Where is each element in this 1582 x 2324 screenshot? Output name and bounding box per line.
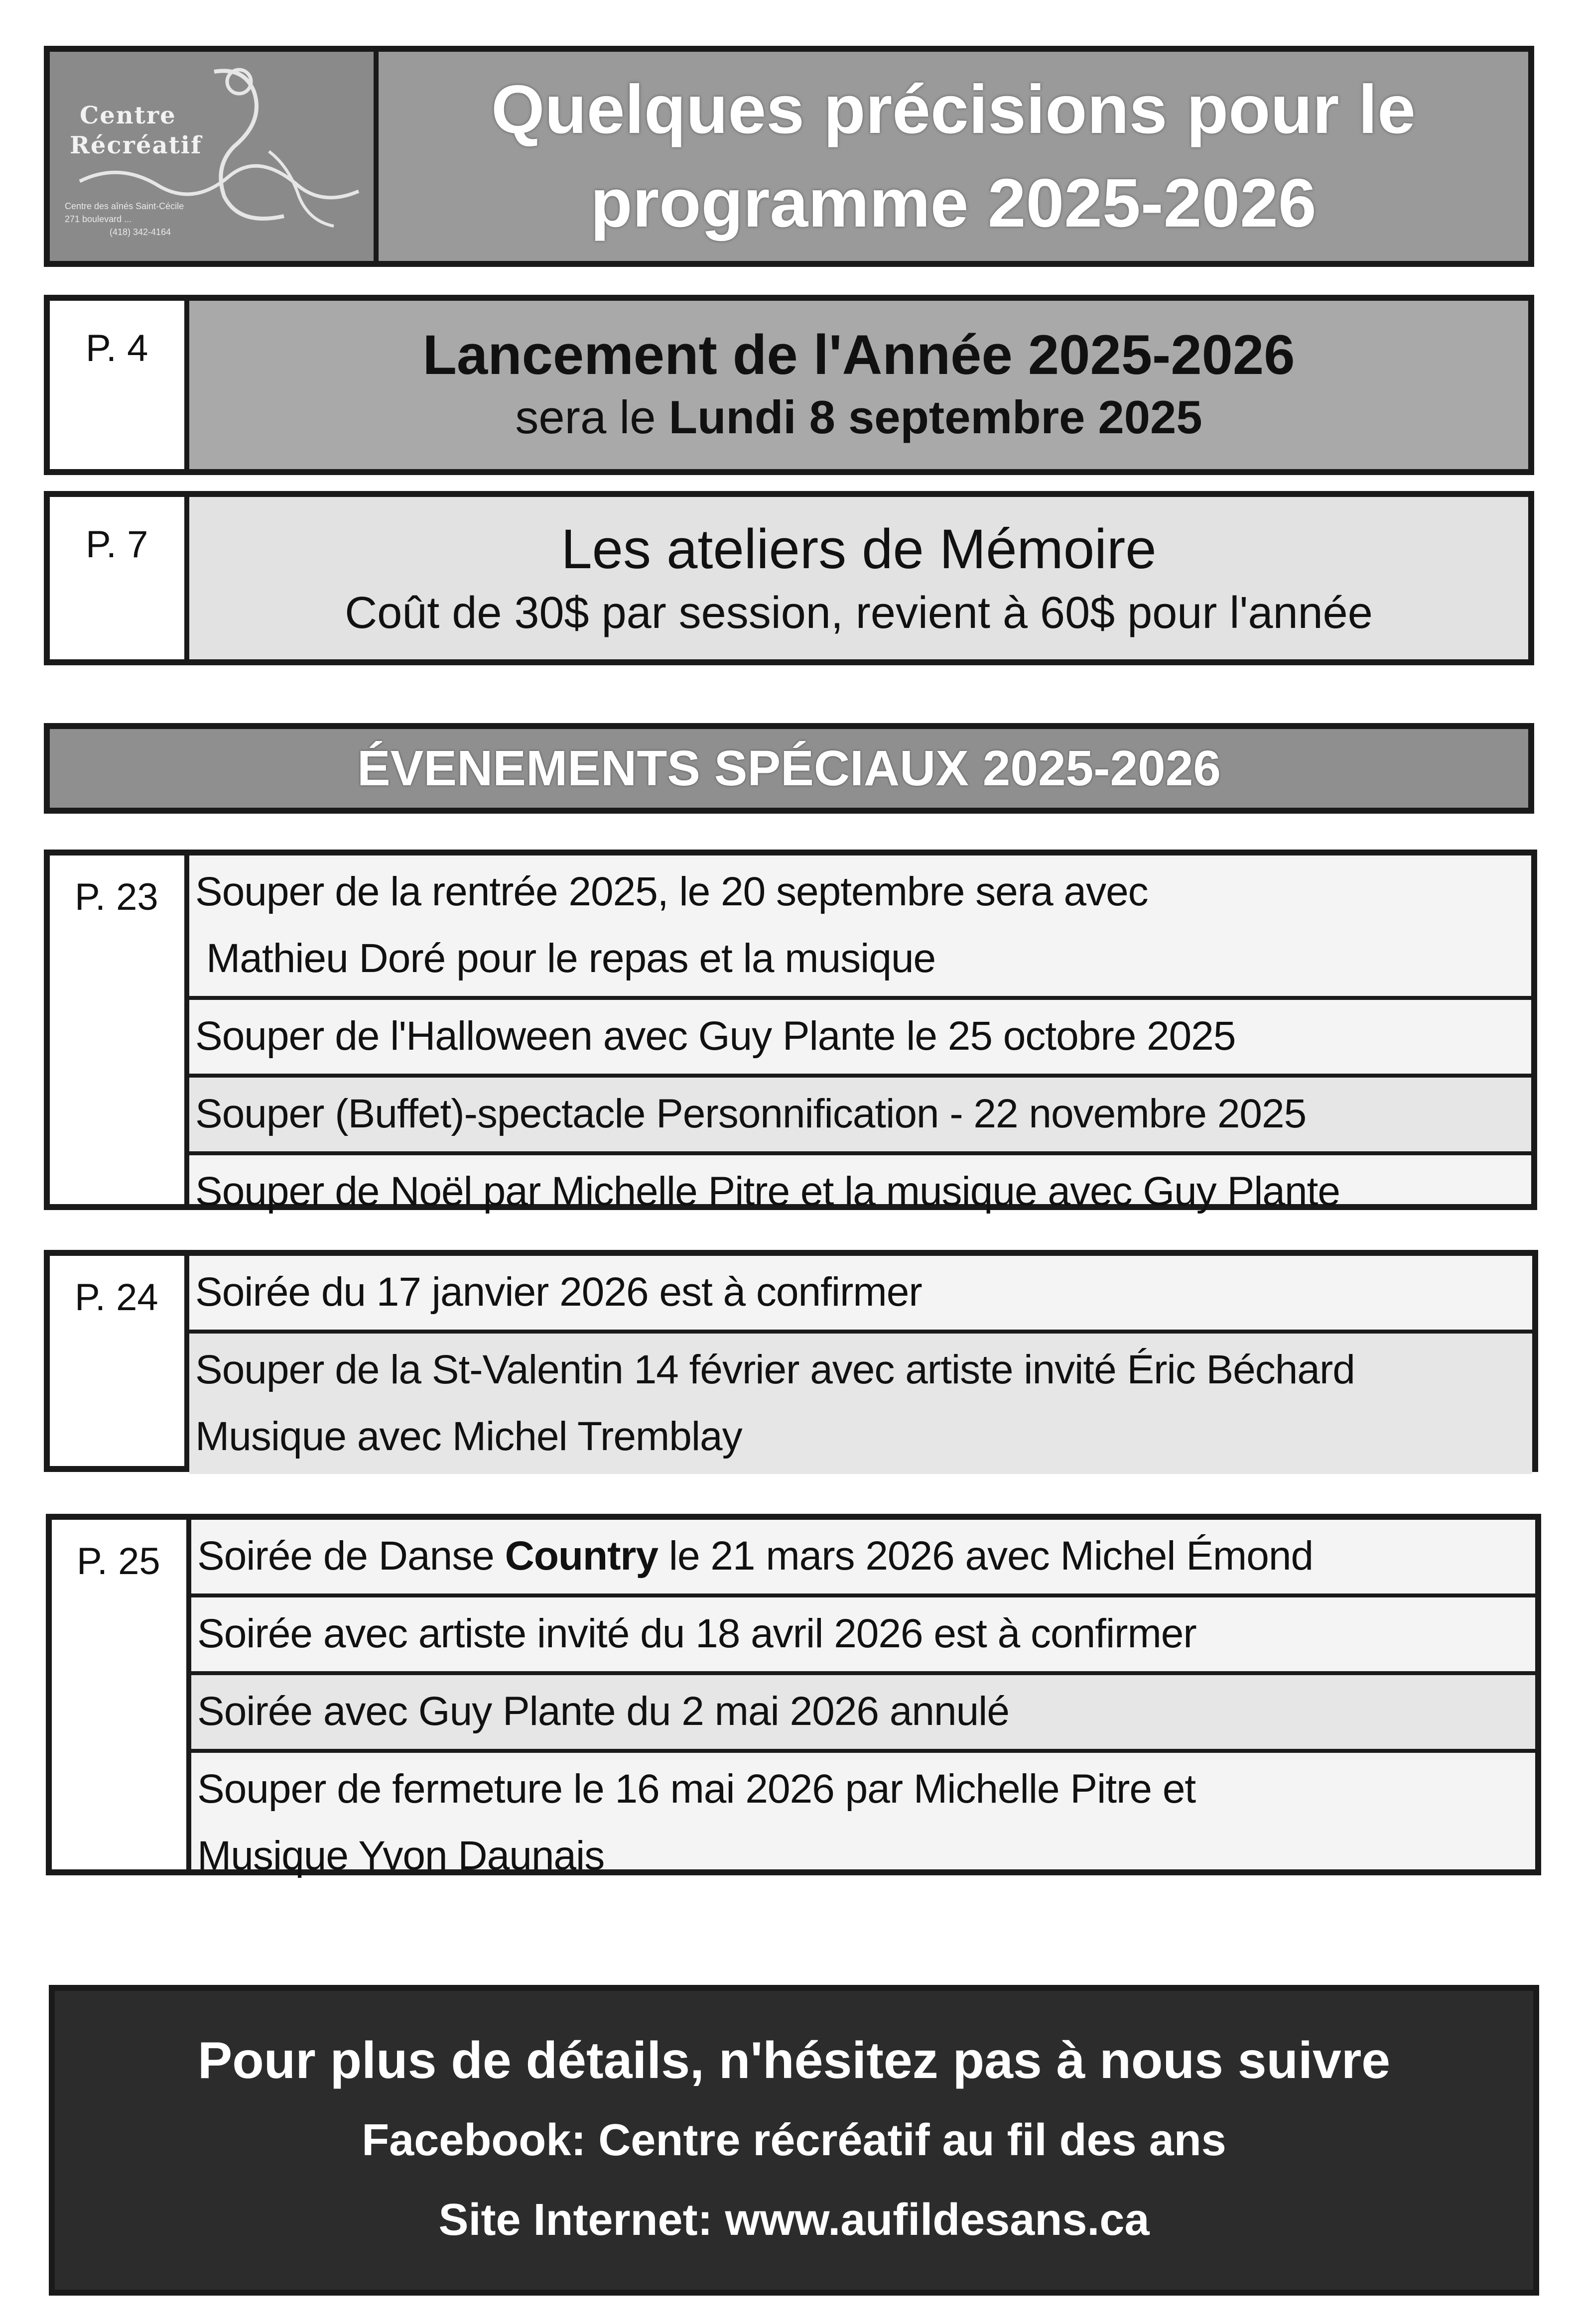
- page-reference: P. 25: [52, 1520, 191, 1869]
- event-row: [189, 1000, 1531, 1078]
- event-text: Souper de la St-Valentin 14 février avec artiste invité Éric Béchard: [195, 1347, 1355, 1392]
- footer-facebook: Facebook: Centre récréatif au fil des ans: [362, 2115, 1226, 2165]
- event-text: Mathieu Doré pour le repas et la musique: [206, 936, 936, 981]
- logo-small-line: (418) 342-4164: [110, 227, 171, 237]
- events-table-p24: [44, 1250, 1538, 1472]
- logo-small-line: Centre des aînés Saint-Cécile: [65, 201, 184, 211]
- page-reference: P. 24: [50, 1256, 189, 1466]
- memory-workshops-section: [44, 491, 1534, 665]
- launch-date: sera le Lundi 8 septembre 2025: [515, 391, 1202, 443]
- event-text: Soirée du 17 janvier 2026 est à confirmer: [195, 1269, 922, 1315]
- header-banner: [44, 46, 1534, 267]
- event-row: [191, 1520, 1535, 1597]
- event-row: [191, 1597, 1535, 1675]
- event-row: [191, 1753, 1535, 1893]
- logo-small-line: 271 boulevard ...: [65, 214, 132, 224]
- footer-contact: [49, 1985, 1539, 2296]
- page-reference: P. 7: [50, 497, 189, 659]
- special-events-heading: ÉVENEMENTS SPÉCIAUX 2025-2026: [44, 723, 1534, 814]
- event-text: Souper de fermeture le 16 mai 2026 par Michelle Pitre et: [197, 1766, 1196, 1812]
- launch-title: Lancement de l'Année 2025-2026: [422, 324, 1295, 386]
- event-text-bold: Country: [505, 1533, 658, 1579]
- centre-logo: [50, 52, 379, 261]
- events-table-p23: [44, 850, 1537, 1214]
- page-title: Quelques précisions pour le programme 2025-2026: [491, 71, 1416, 242]
- event-text: Souper de Noël par Michelle Pitre et la musique avec Guy Plante: [195, 1169, 1340, 1214]
- event-text: Souper (Buffet)-spectacle Personnification - 22 novembre 2025: [195, 1091, 1307, 1136]
- event-text: Soirée avec artiste invité du 18 avril 2026 est à confirmer: [197, 1611, 1196, 1656]
- page-reference: P. 4: [50, 301, 189, 469]
- footer-website: Site Internet: www.aufildesans.ca: [438, 2195, 1150, 2245]
- event-text: Souper de l'Halloween avec Guy Plante le 25 octobre 2025: [195, 1013, 1236, 1059]
- event-row: [189, 1256, 1532, 1334]
- event-text: Souper de la rentrée 2025, le 20 septembre sera avec: [195, 869, 1148, 914]
- events-table-p25: [46, 1514, 1541, 1878]
- launch-section: [44, 295, 1534, 475]
- page-reference: P. 23: [50, 856, 189, 1204]
- event-row: [189, 1334, 1532, 1474]
- event-text: Musique avec Michel Tremblay: [195, 1414, 742, 1459]
- memory-workshops-cost: Coût de 30$ par session, revient à 60$ pour l'année: [345, 588, 1373, 638]
- event-text: Soirée avec Guy Plante du 2 mai 2026 annulé: [197, 1689, 1009, 1734]
- footer-follow-text: Pour plus de détails, n'hésitez pas à nous suivre: [197, 2032, 1391, 2089]
- event-row: [191, 1675, 1535, 1753]
- event-text: le 21 mars 2026 avec Michel Émond: [658, 1533, 1314, 1579]
- event-text: Musique Yvon Daunais: [197, 1833, 605, 1878]
- logo-text-centre: Centre: [80, 102, 176, 129]
- logo-text-recreatif: Récréatif: [70, 131, 202, 159]
- event-row: [189, 1155, 1531, 1229]
- event-row: [189, 856, 1531, 1000]
- event-text: Soirée de Danse: [197, 1533, 505, 1579]
- event-row: [189, 1078, 1531, 1155]
- memory-workshops-title: Les ateliers de Mémoire: [561, 518, 1157, 580]
